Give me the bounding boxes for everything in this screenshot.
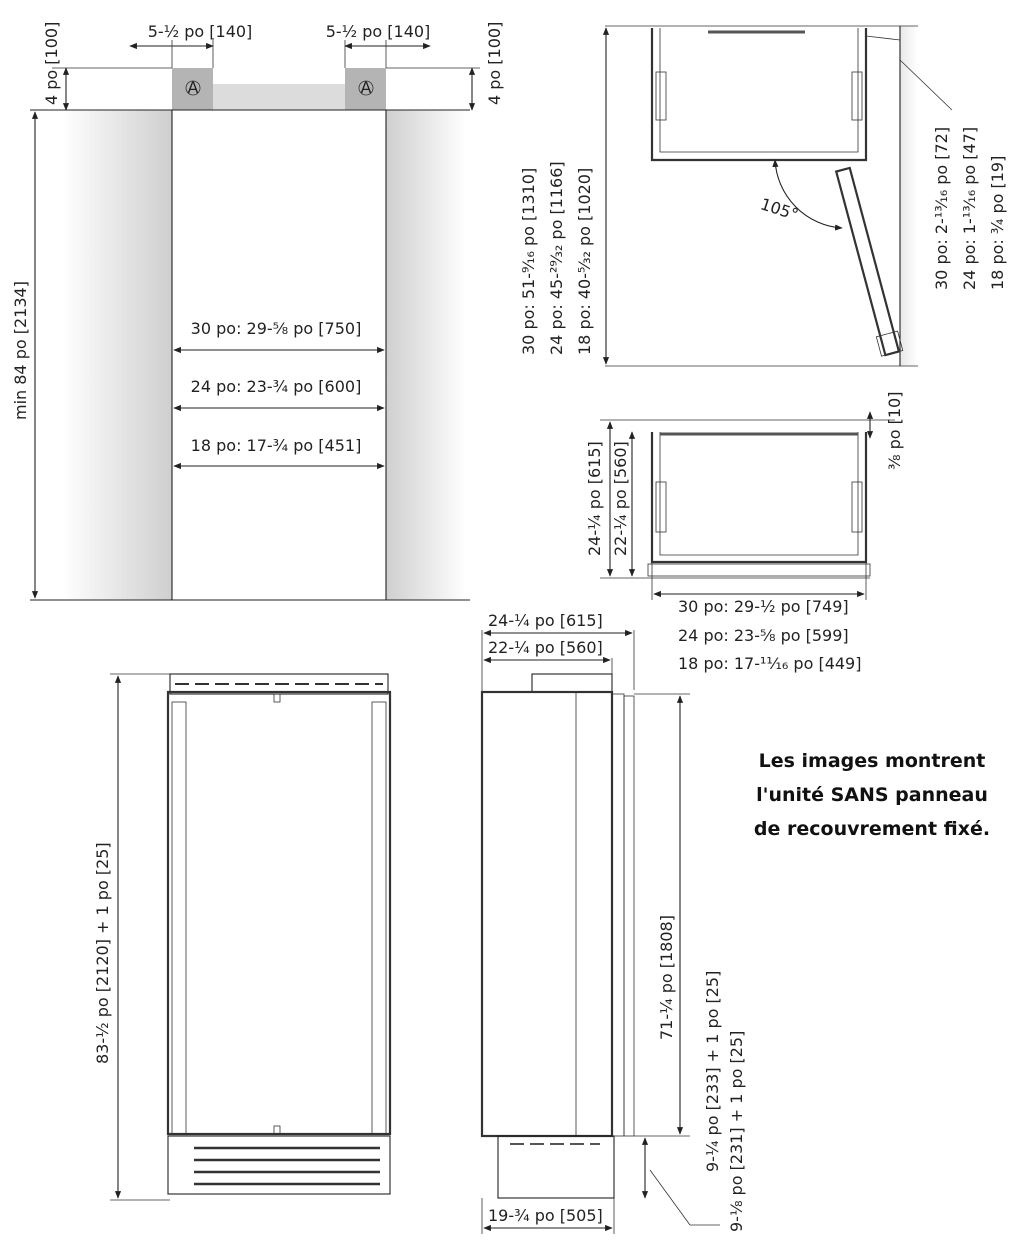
right-wall xyxy=(386,110,466,600)
marker-a-left-label: A xyxy=(187,78,199,97)
side-depth-inner-label: 22-¼ po [560] xyxy=(488,638,603,657)
swing-angle-label: 105° xyxy=(758,194,801,225)
left-wall xyxy=(62,110,172,600)
min-height-label: min 84 po [2134] xyxy=(11,281,30,420)
width-18-label: 18 po: 17-¾ po [451] xyxy=(190,436,362,455)
note-line-3: de recouvrement fixé. xyxy=(753,818,991,840)
plan-panel-label: ⅜ po [10] xyxy=(885,391,904,470)
clear-24-label: 24 po: 45-²⁹⁄₃₂ po [1166] xyxy=(547,161,566,355)
side-door-height-label: 71-¼ po [1808] xyxy=(657,915,676,1040)
front-grille xyxy=(168,1136,390,1194)
top-right-label: 4 po [100] xyxy=(485,21,504,105)
plan-width-24-label: 24 po: 23-⅝ po [599] xyxy=(678,626,849,645)
plan-width-30-label: 30 po: 29-½ po [749] xyxy=(678,597,849,616)
plan-depth-outer-label: 24-¼ po [615] xyxy=(585,441,604,556)
side-body xyxy=(482,692,612,1136)
clearance-right-label: 5-½ po [140] xyxy=(325,22,431,41)
door-swing-view xyxy=(519,26,1007,366)
plan-door xyxy=(648,564,870,576)
offset-30-label: 30 po: 2-¹³⁄₁₆ po [72] xyxy=(932,126,951,290)
side-base-depth-label: 19-¾ po [505] xyxy=(488,1206,603,1225)
clear-30-label: 30 po: 51-⁹⁄₁₆ po [1310] xyxy=(519,167,538,355)
width-30-label: 30 po: 29-⅝ po [750] xyxy=(190,319,362,338)
clearance-left-label: 5-½ po [140] xyxy=(147,22,253,41)
marker-a-right-label: A xyxy=(360,78,372,97)
note xyxy=(754,750,990,840)
cabinet-outline xyxy=(652,28,866,160)
front-height-label: 83-½ po [2120] + 1 po [25] xyxy=(93,842,112,1064)
niche-view xyxy=(11,22,504,600)
offset-24-label: 24 po: 1-¹³⁄₁₆ po [47] xyxy=(960,126,979,290)
side-base-b-label: 9-⅛ po [231] + 1 po [25] xyxy=(727,1030,746,1232)
offset-18-label: 18 po: ¾ po [19] xyxy=(988,155,1007,290)
side-view xyxy=(482,611,746,1234)
side-depth-outer-label: 24-¼ po [615] xyxy=(488,611,603,630)
note-line-1: Les images montrent xyxy=(758,750,986,772)
side-base-a-label: 9-¼ po [233] + 1 po [25] xyxy=(703,970,722,1172)
plan-depth-inner-label: 22-¼ po [560] xyxy=(611,441,630,556)
front-view xyxy=(93,674,390,1200)
open-door xyxy=(832,167,902,356)
clear-18-label: 18 po: 40-⁵⁄₃₂ po [1020] xyxy=(575,167,594,355)
plan-width-18-label: 18 po: 17-¹¹⁄₁₆ po [449] xyxy=(678,654,862,673)
plan-view xyxy=(585,392,904,673)
front-door xyxy=(168,692,390,1134)
note-line-2: l'unité SANS panneau xyxy=(756,784,988,806)
side-base xyxy=(498,1136,614,1198)
top-left-label: 4 po [100] xyxy=(42,21,61,105)
width-24-label: 24 po: 23-¾ po [600] xyxy=(190,377,362,396)
